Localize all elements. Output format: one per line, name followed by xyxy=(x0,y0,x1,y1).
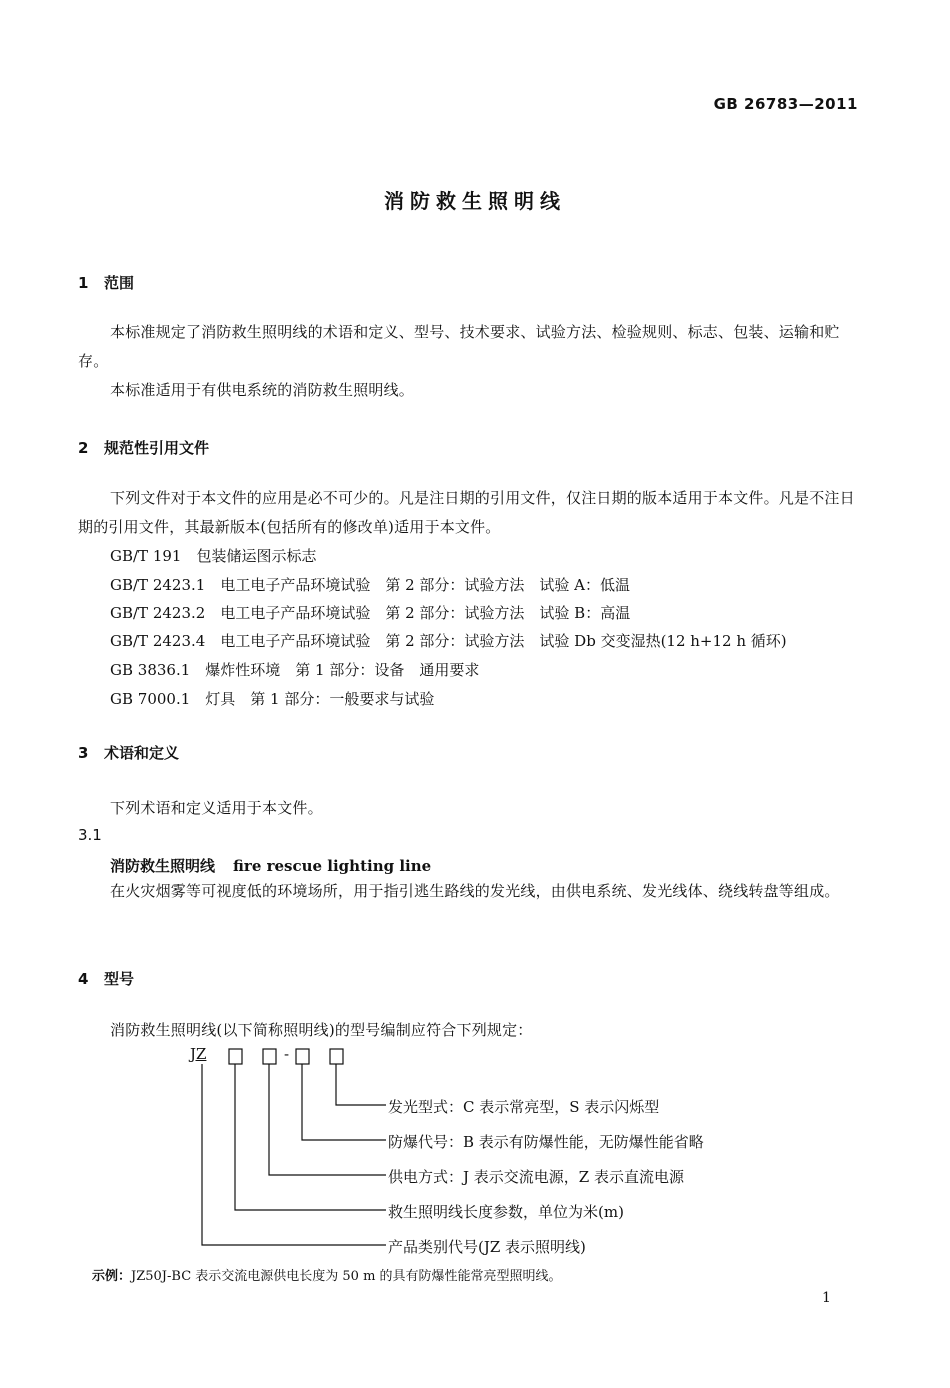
leader-line-length xyxy=(235,1064,386,1210)
reference-item: GB/T 2423.4 电工电子产品环境试验 第 2 部分：试验方法 试验 Db 交变湿热(12 h+12 h 循环) xyxy=(110,632,787,650)
section-2-paragraph-1: 下列文件对于本文件的应用是必不可少的。凡是注日期的引用文件，仅注日期的版本适用于本文件。凡是不注日期的引用文件，其最新版本(包括所有的修改单)适用于本文件。 xyxy=(78,489,855,536)
reference-item: GB/T 2423.2 电工电子产品环境试验 第 2 部分：试验方法 试验 B：高温 xyxy=(110,604,631,622)
section-3-paragraph-1: 下列术语和定义适用于本文件。 xyxy=(110,799,323,817)
document-title: 消防救生照明线 xyxy=(384,189,566,213)
section-number: 4 xyxy=(78,970,89,988)
leader-line-prefix xyxy=(202,1064,386,1245)
term-english: fire rescue lighting line xyxy=(233,857,432,875)
example-note xyxy=(92,1265,562,1284)
section-number: 2 xyxy=(78,439,89,457)
term-chinese: 消防救生照明线 xyxy=(110,857,216,875)
page-number: 1 xyxy=(822,1290,831,1306)
section-number: 3 xyxy=(78,744,89,762)
code-dash: - xyxy=(284,1045,290,1063)
code-label-category: 产品类别代号(JZ 表示照明线) xyxy=(388,1238,586,1256)
code-box-length xyxy=(229,1049,242,1064)
code-label-power: 供电方式：J 表示交流电源，Z 表示直流电源 xyxy=(388,1168,684,1186)
term-definition: 在火灾烟雾等可视度低的环境场所，用于指引逃生路线的发光线，由供电系统、发光线体、绕线转盘等组成。 xyxy=(110,882,840,900)
reference-item: GB/T 2423.1 电工电子产品环境试验 第 2 部分：试验方法 试验 A：低温 xyxy=(110,576,631,594)
section-number: 1 xyxy=(78,274,89,292)
subsection-number: 3.1 xyxy=(78,826,102,844)
section-4-paragraph-1: 消防救生照明线(以下简称照明线)的型号编制应符合下列规定： xyxy=(110,1021,533,1039)
reference-item: GB/T 191 包装储运图示标志 xyxy=(110,547,317,565)
reference-item: GB 3836.1 爆炸性环境 第 1 部分：设备 通用要求 xyxy=(110,661,480,679)
standard-code: GB 26783—2011 xyxy=(713,95,858,113)
section-title: 规范性引用文件 xyxy=(104,439,210,457)
leader-line-explosion xyxy=(302,1064,386,1140)
example-label: 示例： xyxy=(92,1269,132,1284)
code-label-length: 救生照明线长度参数，单位为米(m) xyxy=(388,1203,624,1221)
leader-line-power xyxy=(269,1064,386,1175)
code-label-light-type: 发光型式：C 表示常亮型，S 表示闪烁型 xyxy=(388,1098,660,1116)
section-1-paragraph-1: 本标准规定了消防救生照明线的术语和定义、型号、技术要求、试验方法、检验规则、标志、包装、运输和贮存。 xyxy=(78,323,840,370)
section-1-paragraph-2: 本标准适用于有供电系统的消防救生照明线。 xyxy=(110,381,415,399)
section-title: 范围 xyxy=(104,274,135,292)
example-text: JZ50J-BC 表示交流电源供电长度为 50 m 的具有防爆性能常亮型照明线。 xyxy=(131,1269,562,1284)
leader-line-light xyxy=(336,1064,386,1105)
code-label-explosion: 防爆代号：B 表示有防爆性能，无防爆性能省略 xyxy=(388,1133,704,1151)
code-box-explosion xyxy=(296,1049,309,1064)
section-title: 型号 xyxy=(104,970,135,988)
code-prefix: JZ xyxy=(190,1045,207,1063)
code-box-light xyxy=(330,1049,343,1064)
section-title: 术语和定义 xyxy=(104,744,180,762)
reference-item: GB 7000.1 灯具 第 1 部分：一般要求与试验 xyxy=(110,690,435,708)
code-box-power xyxy=(263,1049,276,1064)
